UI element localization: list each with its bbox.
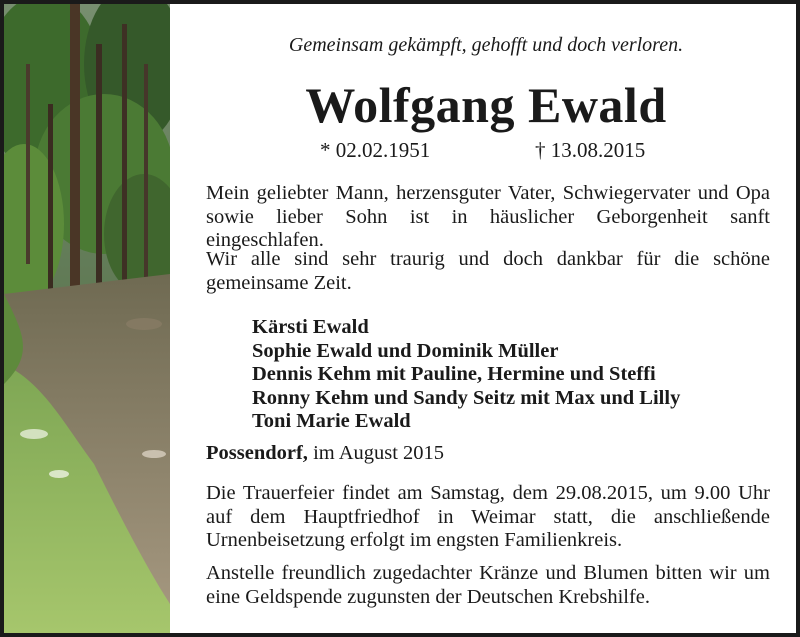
gratitude-paragraph: Wir alle sind sehr traurig und doch dankbar für die schöne gemeinsame Zeit. bbox=[206, 248, 770, 294]
forest-path-photo bbox=[4, 4, 170, 633]
place-name: Possendorf, bbox=[206, 442, 308, 464]
place-date: im August 2015 bbox=[307, 442, 445, 464]
announcement-paragraph: Mein geliebter Mann, herzensguter Vater, Schwiegervater und Opa sowie lieber Sohn ist in häuslicher Geborgenheit sanft eingeschlafen. bbox=[206, 182, 770, 251]
mourner-name: Toni Marie Ewald bbox=[252, 410, 411, 432]
death-date: † 13.08.2015 bbox=[535, 138, 646, 162]
mourner-name: Dennis Kehm mit Pauline, Hermine und Steffi bbox=[252, 363, 656, 385]
funeral-info-paragraph: Die Trauerfeier findet am Samstag, dem 29.08.2015, um 9.00 Uhr auf dem Hauptfriedhof in Weimar statt, die anschließende Urnenbeisetzung erfolgt im engsten Familienkreis. bbox=[206, 482, 770, 551]
donation-paragraph: Anstelle freundlich zugedachter Kränze und Blumen bitten wir um eine Geldspende zugunsten der Deutschen Krebshilfe. bbox=[206, 562, 770, 608]
deceased-name: Wolfgang Ewald bbox=[305, 77, 667, 133]
mourner-name: Ronny Kehm und Sandy Seitz mit Max und Lilly bbox=[252, 386, 681, 409]
mourner-name: Sophie Ewald und Dominik Müller bbox=[252, 339, 559, 362]
place-date-line bbox=[206, 442, 444, 465]
mourner-name: Kärsti Ewald bbox=[252, 316, 369, 338]
motto: Gemeinsam gekämpft, gehofft und doch verloren. bbox=[288, 34, 684, 56]
mourners-list bbox=[252, 316, 680, 434]
birth-date: * 02.02.1951 bbox=[320, 138, 431, 162]
